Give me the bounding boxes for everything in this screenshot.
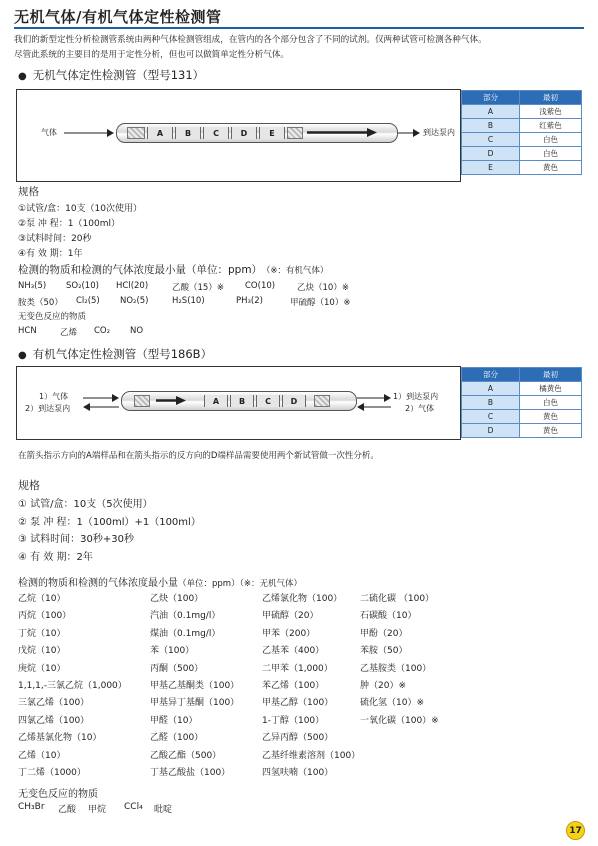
tube186b-left-label-1: 1）气体 xyxy=(39,392,69,401)
table-header-part: 部分 xyxy=(462,91,520,105)
table-row: D 黄色 xyxy=(462,424,582,438)
no-color-item: 乙烯 xyxy=(60,328,78,338)
tube186b: A B C D xyxy=(121,391,357,411)
gas-item: 胺类（50） xyxy=(18,298,63,308)
section1-heading: ● 无机气体定性检测管（型号131） xyxy=(18,68,205,82)
gas-item: 二甲苯（1,000） xyxy=(262,663,333,674)
tube186b-color-table xyxy=(461,367,582,438)
gas-item: 1-丁醇（100） xyxy=(262,715,325,726)
no-color-item: CH₃Br xyxy=(18,802,45,812)
gas-item: 丙酮（500） xyxy=(150,663,204,674)
bidirectional-arrow-icon xyxy=(83,393,119,413)
tube186b-diagram xyxy=(16,366,461,440)
table-row: C 黄色 xyxy=(462,410,582,424)
gas-item: 丙烷（100） xyxy=(18,611,72,622)
gas-item: 庚烷（10） xyxy=(18,663,66,674)
spec-item: ④有 效 期：1年 xyxy=(18,249,83,259)
spec-item: ①试管/盒：10支（10次使用） xyxy=(18,204,143,214)
gas-item: 苯胺（50） xyxy=(360,646,408,657)
spec-item: ② 泵 冲 程：1（100ml）+1（100ml） xyxy=(18,517,201,528)
gas-item: 乙基苯（400） xyxy=(262,646,325,657)
section2-note: 在箭头指示方向的A端样品和在箭头指示的反方向的D端样品需要使用两个新试管做一次性分析。 xyxy=(18,451,379,461)
gas-item: 乙酸（15）※ xyxy=(172,283,224,293)
tube131-outlet-label: 到达泵内 xyxy=(423,128,455,137)
gas-item: NH₃(5) xyxy=(18,281,47,291)
section1-no-color-title: 无变色反应的物质 xyxy=(18,312,87,322)
no-color-item: NO xyxy=(130,326,144,336)
gas-item: 乙烯氯化物（100） xyxy=(262,594,343,604)
section2-heading: ● 有机气体定性检测管（型号186B） xyxy=(18,347,213,361)
tube131-diagram xyxy=(16,89,461,182)
tube186b-right-label-1: 1）到达泵内 xyxy=(393,392,439,401)
gas-item: 甲硫醇（20） xyxy=(262,611,319,622)
table-row: D 白色 xyxy=(462,147,582,161)
gas-item: 甲基乙醇（100） xyxy=(262,698,334,709)
tube186b-left-label-2: 2）到达泵内 xyxy=(25,404,71,413)
gas-item: PH₃(2) xyxy=(236,296,263,306)
no-color-item: HCN xyxy=(18,326,37,336)
gas-item: 丁二烯（1000） xyxy=(18,768,86,778)
intro-line-1: 我们的新型定性分析检测管系统由两种气体检测管组成，在管内的各个部分包含了不同的试剂。仅两种试管可检测各种气体。 xyxy=(14,35,487,45)
gas-item: NO₂(5) xyxy=(120,296,149,306)
gas-item: 甲硫醇（10）※ xyxy=(290,298,351,308)
table-row: B 红紫色 xyxy=(462,119,582,133)
table-row: A 橘黄色 xyxy=(462,382,582,396)
bidirectional-arrow-icon xyxy=(357,393,391,413)
gas-item: 汽油（0.1mg/l） xyxy=(150,611,221,622)
gas-item: 肿（20）※ xyxy=(360,681,406,691)
gas-item: 丁基乙酸盐（100） xyxy=(150,768,231,778)
flow-arrow-icon xyxy=(307,128,377,137)
no-color-item: 乙酸 xyxy=(58,805,77,815)
title-divider xyxy=(14,27,584,29)
spec-item: ① 试管/盒：10支（5次使用） xyxy=(18,499,153,510)
gas-item: 硫化氢（10）※ xyxy=(360,698,424,709)
table-header-initial: 最初 xyxy=(520,91,582,105)
gas-item: 甲醛（10） xyxy=(150,715,198,726)
table-row: B 白色 xyxy=(462,396,582,410)
gas-item: 乙烯基氯化物（10） xyxy=(18,733,102,744)
gas-item: 乙烯（10） xyxy=(18,750,66,761)
gas-item: 一氧化碳（100）※ xyxy=(360,715,439,726)
table-row: E 黄色 xyxy=(462,161,582,175)
no-color-item: 甲烷 xyxy=(88,805,107,815)
gas-item: H₂S(10) xyxy=(172,296,205,306)
gas-item: 乙基胺类（100） xyxy=(360,663,432,674)
gas-item: HCl(20) xyxy=(116,281,149,291)
flow-arrow-icon xyxy=(156,396,186,405)
gas-item: 乙异丙醇（500） xyxy=(262,733,334,744)
tube131: A B C D E xyxy=(116,123,398,143)
bullet-icon: ● xyxy=(18,71,27,82)
bullet-icon: ● xyxy=(18,350,27,361)
spec-item: ④ 有 效 期：2年 xyxy=(18,552,93,563)
section1-spec-title: 规格 xyxy=(18,186,39,198)
gas-item: 煤油（0.1mg/l） xyxy=(150,628,221,639)
spec-item: ②泵 冲 程：1（100ml） xyxy=(18,219,120,229)
table-header-part: 部分 xyxy=(462,368,520,382)
gas-item: 四氢呋喃（100） xyxy=(262,768,334,778)
gas-item: 乙烷（10） xyxy=(18,594,66,604)
gas-item: 甲酚（20） xyxy=(360,628,408,639)
gas-item: 乙醛（100） xyxy=(150,733,204,744)
gas-item: 石碳酸（10） xyxy=(360,611,417,622)
gas-item: CO(10) xyxy=(245,281,276,291)
gas-item: 乙炔（100） xyxy=(150,594,204,604)
no-color-item: CO₂ xyxy=(94,326,111,336)
gas-item: 甲基异丁基酮（100） xyxy=(150,698,240,709)
gas-item: Cl₂(5) xyxy=(76,296,100,306)
gas-item: 乙基纤维素溶剂（100） xyxy=(262,750,361,761)
section1-detect-title: 检测的物质和检测的气体浓度最小量（单位：ppm） （※：有机气体） xyxy=(18,264,329,276)
tube131-color-table xyxy=(461,90,582,175)
outlet-arrow-icon xyxy=(398,128,420,138)
section2-detect-title: 检测的物质和检测的气体浓度最小量（单位：ppm）（※：无机气体） xyxy=(18,578,302,589)
gas-item: 四氯乙烯（100） xyxy=(18,715,90,726)
page-title: 无机气体/有机气体定性检测管 xyxy=(14,8,222,26)
inlet-arrow-icon xyxy=(64,128,114,138)
page-number-badge: 17 xyxy=(566,821,585,840)
gas-item: 1,1,1,-三氯乙烷（1,000） xyxy=(18,681,127,691)
tube131-inlet-label: 气体 xyxy=(41,128,57,137)
gas-item: 乙炔（10）※ xyxy=(297,283,349,293)
no-color-item: 吡啶 xyxy=(154,805,173,815)
gas-item: 甲基乙基酮类（100） xyxy=(150,681,240,691)
gas-item: 苯乙烯（100） xyxy=(262,681,325,691)
spec-item: ③ 试料时间：30秒+30秒 xyxy=(18,534,134,545)
table-header-initial: 最初 xyxy=(520,368,582,382)
gas-item: 苯（100） xyxy=(150,646,195,657)
spec-item: ③试料时间：20秒 xyxy=(18,234,92,244)
section2-spec-title: 规格 xyxy=(18,479,40,492)
gas-item: 戊烷（10） xyxy=(18,646,66,657)
gas-item: SO₂(10) xyxy=(66,281,99,291)
section2-no-color-title: 无变色反应的物质 xyxy=(18,789,98,800)
intro-line-2: 尽管此系统的主要目的是用于定性分析，但也可以做简单定性分析气体。 xyxy=(14,50,290,60)
table-row: A 浅紫色 xyxy=(462,105,582,119)
gas-item: 甲苯（200） xyxy=(262,628,316,639)
table-row: C 白色 xyxy=(462,133,582,147)
gas-item: 乙酸乙酯（500） xyxy=(150,750,222,761)
no-color-item: CCl₄ xyxy=(124,802,143,812)
tube186b-right-label-2: 2）气体 xyxy=(405,404,435,413)
gas-item: 二硫化碳 （100） xyxy=(360,594,435,604)
gas-item: 丁烷（10） xyxy=(18,628,66,639)
gas-item: 三氯乙烯（100） xyxy=(18,698,90,709)
